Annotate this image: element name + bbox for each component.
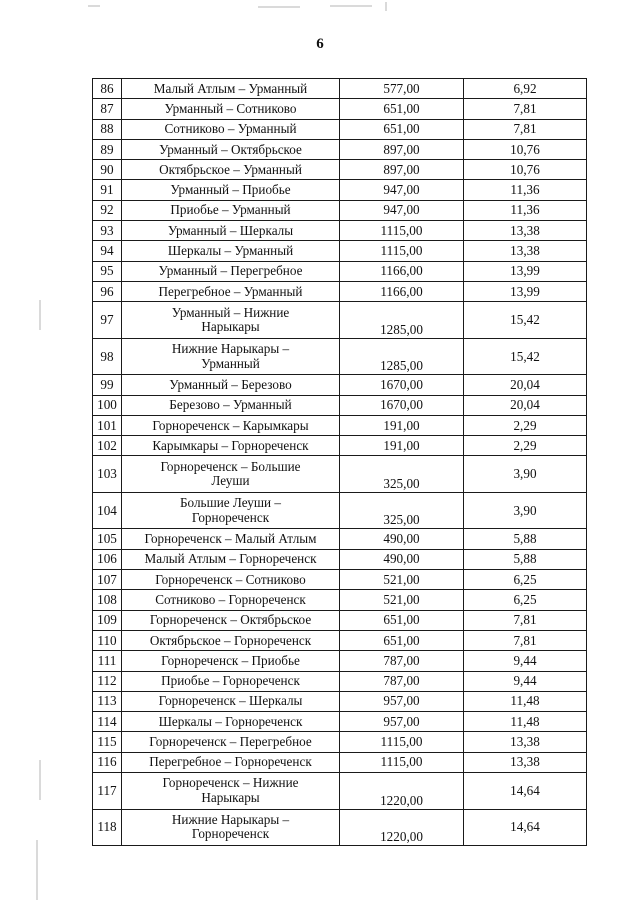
route-text-line: Нижние Нарыкары – — [171, 811, 290, 827]
route-text-line: Горнореченск – Большие — [160, 458, 301, 474]
price-cell: 13,38 — [464, 221, 587, 241]
row-number-cell: 113 — [93, 691, 122, 711]
table-row — [93, 261, 587, 281]
route-text-line: Горнореченск — [191, 826, 270, 842]
route-cell — [122, 302, 340, 339]
route-text-line: Горнореченск – Приобье — [161, 652, 300, 668]
route-cell — [122, 221, 340, 241]
route-text-line: Октябрьское – Урманный — [159, 161, 302, 177]
table-row — [93, 630, 587, 650]
row-number-cell: 101 — [93, 415, 122, 435]
route-cell — [122, 712, 340, 732]
route-cell — [122, 241, 340, 261]
price-cell: 5,88 — [464, 549, 587, 569]
table-row — [93, 221, 587, 241]
table-row — [93, 160, 587, 180]
table-row — [93, 651, 587, 671]
price-cell: 6,92 — [464, 79, 587, 99]
cost-cell: 521,00 — [340, 570, 464, 590]
route-cell — [122, 610, 340, 630]
route-text-line: Перегребное – Урманный — [158, 283, 303, 299]
price-cell: 3,90 — [464, 456, 587, 493]
table-row — [93, 338, 587, 375]
route-text-line: Горнореченск – Сотниково — [155, 571, 306, 587]
route-cell — [122, 456, 340, 493]
cost-cell: 191,00 — [340, 436, 464, 456]
row-number-cell: 94 — [93, 241, 122, 261]
cost-cell: 651,00 — [340, 119, 464, 139]
table-row — [93, 281, 587, 301]
cost-cell: 1220,00 — [340, 809, 464, 846]
cost-cell: 651,00 — [340, 610, 464, 630]
cost-cell: 787,00 — [340, 671, 464, 691]
price-cell: 15,42 — [464, 302, 587, 339]
cost-cell: 787,00 — [340, 651, 464, 671]
route-cell — [122, 415, 340, 435]
price-cell: 14,64 — [464, 773, 587, 810]
route-cell — [122, 375, 340, 395]
route-cell — [122, 809, 340, 846]
table-row — [93, 732, 587, 752]
table-row — [93, 395, 587, 415]
cost-cell: 191,00 — [340, 415, 464, 435]
route-cell — [122, 139, 340, 159]
cost-cell: 1115,00 — [340, 221, 464, 241]
table-row — [93, 456, 587, 493]
row-number-cell: 110 — [93, 630, 122, 650]
row-number-cell: 96 — [93, 281, 122, 301]
cost-cell: 1115,00 — [340, 241, 464, 261]
table-row — [93, 752, 587, 772]
table-row — [93, 590, 587, 610]
route-text-line: Нарыкары — [201, 789, 260, 805]
table-row — [93, 200, 587, 220]
price-cell: 15,42 — [464, 338, 587, 375]
table-row — [93, 180, 587, 200]
price-cell: 2,29 — [464, 415, 587, 435]
table-row — [93, 415, 587, 435]
route-cell — [122, 651, 340, 671]
route-text-line: Приобье – Горнореченск — [161, 673, 300, 689]
row-number-cell: 118 — [93, 809, 122, 846]
route-text-line: Урманный – Шеркалы — [167, 222, 294, 238]
route-text-line: Горнореченск – Малый Атлым — [144, 531, 317, 547]
row-number-cell: 105 — [93, 529, 122, 549]
route-text-line: Леуши — [211, 473, 250, 489]
table-row — [93, 671, 587, 691]
route-text-line: Шеркалы – Горнореченск — [158, 713, 303, 729]
row-number-cell: 91 — [93, 180, 122, 200]
table-row — [93, 375, 587, 395]
route-text-line: Большие Леуши – — [179, 495, 282, 511]
route-text-line: Урманный – Приобье — [170, 182, 291, 198]
route-cell — [122, 99, 340, 119]
table-row — [93, 241, 587, 261]
cost-cell: 1115,00 — [340, 752, 464, 772]
price-cell: 7,81 — [464, 119, 587, 139]
row-number-cell: 115 — [93, 732, 122, 752]
price-cell: 20,04 — [464, 375, 587, 395]
price-cell: 13,99 — [464, 261, 587, 281]
cost-cell: 651,00 — [340, 630, 464, 650]
table-row — [93, 773, 587, 810]
table-row — [93, 139, 587, 159]
route-cell — [122, 630, 340, 650]
cost-cell: 651,00 — [340, 99, 464, 119]
table-row — [93, 492, 587, 529]
route-cell — [122, 671, 340, 691]
route-cell — [122, 732, 340, 752]
fare-table-body — [93, 79, 587, 846]
route-cell — [122, 492, 340, 529]
route-cell — [122, 691, 340, 711]
cost-cell: 947,00 — [340, 200, 464, 220]
row-number-cell: 97 — [93, 302, 122, 339]
price-cell: 11,36 — [464, 180, 587, 200]
route-text-line: Горнореченск – Перегребное — [149, 734, 312, 750]
price-cell: 10,76 — [464, 139, 587, 159]
table-row — [93, 691, 587, 711]
table-row — [93, 99, 587, 119]
row-number-cell: 117 — [93, 773, 122, 810]
price-cell: 7,81 — [464, 99, 587, 119]
route-cell — [122, 570, 340, 590]
route-text-line: Приобье – Урманный — [170, 202, 291, 218]
route-text-line: Малый Атлым – Урманный — [153, 80, 308, 96]
cost-cell: 1220,00 — [340, 773, 464, 810]
row-number-cell: 88 — [93, 119, 122, 139]
cost-cell: 325,00 — [340, 492, 464, 529]
route-cell — [122, 395, 340, 415]
fare-table — [92, 78, 587, 846]
price-cell: 7,81 — [464, 610, 587, 630]
route-text-line: Нижние Нарыкары – — [171, 341, 290, 357]
cost-cell: 897,00 — [340, 139, 464, 159]
route-cell — [122, 338, 340, 375]
row-number-cell: 90 — [93, 160, 122, 180]
table-row — [93, 712, 587, 732]
price-cell: 6,25 — [464, 590, 587, 610]
row-number-cell: 102 — [93, 436, 122, 456]
route-cell — [122, 773, 340, 810]
route-cell — [122, 436, 340, 456]
row-number-cell: 108 — [93, 590, 122, 610]
table-row — [93, 570, 587, 590]
price-cell: 9,44 — [464, 671, 587, 691]
price-cell: 14,64 — [464, 809, 587, 846]
row-number-cell: 93 — [93, 221, 122, 241]
cost-cell: 1670,00 — [340, 375, 464, 395]
cost-cell: 325,00 — [340, 456, 464, 493]
row-number-cell: 106 — [93, 549, 122, 569]
row-number-cell: 103 — [93, 456, 122, 493]
table-row — [93, 119, 587, 139]
cost-cell: 490,00 — [340, 529, 464, 549]
route-text-line: Шеркалы – Урманный — [167, 243, 294, 259]
cost-cell: 577,00 — [340, 79, 464, 99]
route-text-line: Карымкары – Горнореченск — [152, 437, 309, 453]
route-text-line: Березово – Урманный — [169, 397, 292, 413]
table-row — [93, 549, 587, 569]
route-text-line: Перегребное – Горнореченск — [149, 754, 312, 770]
route-text-line: Урманный – Нижние — [171, 304, 290, 320]
row-number-cell: 114 — [93, 712, 122, 732]
price-cell: 2,29 — [464, 436, 587, 456]
route-text-line: Урманный – Октябрьское — [159, 141, 302, 157]
price-cell: 13,38 — [464, 241, 587, 261]
price-cell: 13,38 — [464, 752, 587, 772]
cost-cell: 1166,00 — [340, 261, 464, 281]
route-text-line: Урманный – Перегребное — [158, 263, 303, 279]
route-text-line: Нарыкары — [201, 319, 260, 335]
cost-cell: 1166,00 — [340, 281, 464, 301]
route-text-line: Горнореченск – Октябрьское — [149, 612, 312, 628]
table-row — [93, 529, 587, 549]
route-text-line: Горнореченск – Шеркалы — [158, 693, 303, 709]
price-cell: 20,04 — [464, 395, 587, 415]
price-cell: 10,76 — [464, 160, 587, 180]
cost-cell: 1285,00 — [340, 338, 464, 375]
route-text-line: Сотниково – Урманный — [164, 121, 297, 137]
price-cell: 11,48 — [464, 712, 587, 732]
cost-cell: 490,00 — [340, 549, 464, 569]
table-row — [93, 610, 587, 630]
route-text-line: Сотниково – Горнореченск — [155, 591, 306, 607]
cost-cell: 897,00 — [340, 160, 464, 180]
row-number-cell: 100 — [93, 395, 122, 415]
price-cell: 13,38 — [464, 732, 587, 752]
row-number-cell: 99 — [93, 375, 122, 395]
cost-cell: 947,00 — [340, 180, 464, 200]
route-cell — [122, 261, 340, 281]
route-text-line: Малый Атлым – Горнореченск — [144, 551, 317, 567]
row-number-cell: 92 — [93, 200, 122, 220]
route-cell — [122, 79, 340, 99]
route-cell — [122, 160, 340, 180]
price-cell: 13,99 — [464, 281, 587, 301]
price-cell: 11,48 — [464, 691, 587, 711]
route-cell — [122, 180, 340, 200]
table-row — [93, 79, 587, 99]
route-text-line: Горнореченск — [191, 509, 270, 525]
price-cell: 7,81 — [464, 630, 587, 650]
route-text-line: Урманный – Сотниково — [164, 100, 297, 116]
price-cell: 11,36 — [464, 200, 587, 220]
row-number-cell: 86 — [93, 79, 122, 99]
cost-cell: 1670,00 — [340, 395, 464, 415]
row-number-cell: 95 — [93, 261, 122, 281]
route-cell — [122, 549, 340, 569]
row-number-cell: 98 — [93, 338, 122, 375]
table-row — [93, 436, 587, 456]
route-cell — [122, 752, 340, 772]
price-cell: 9,44 — [464, 651, 587, 671]
route-text-line: Урманный – Березово — [169, 376, 292, 392]
cost-cell: 1285,00 — [340, 302, 464, 339]
route-cell — [122, 529, 340, 549]
row-number-cell: 116 — [93, 752, 122, 772]
route-text-line: Горнореченск – Нижние — [162, 775, 299, 791]
row-number-cell: 112 — [93, 671, 122, 691]
cost-cell: 957,00 — [340, 691, 464, 711]
route-cell — [122, 590, 340, 610]
route-text-line: Урманный — [201, 355, 260, 371]
table-row — [93, 809, 587, 846]
price-cell: 3,90 — [464, 492, 587, 529]
row-number-cell: 104 — [93, 492, 122, 529]
route-cell — [122, 119, 340, 139]
route-cell — [122, 281, 340, 301]
table-row — [93, 302, 587, 339]
cost-cell: 957,00 — [340, 712, 464, 732]
price-cell: 6,25 — [464, 570, 587, 590]
route-text-line: Октябрьское – Горнореченск — [149, 632, 312, 648]
route-cell — [122, 200, 340, 220]
row-number-cell: 89 — [93, 139, 122, 159]
cost-cell: 521,00 — [340, 590, 464, 610]
row-number-cell: 107 — [93, 570, 122, 590]
route-text-line: Горнореченск – Карымкары — [152, 417, 309, 433]
page-number: 6 — [316, 36, 324, 52]
row-number-cell: 109 — [93, 610, 122, 630]
row-number-cell: 87 — [93, 99, 122, 119]
price-cell: 5,88 — [464, 529, 587, 549]
row-number-cell: 111 — [93, 651, 122, 671]
cost-cell: 1115,00 — [340, 732, 464, 752]
